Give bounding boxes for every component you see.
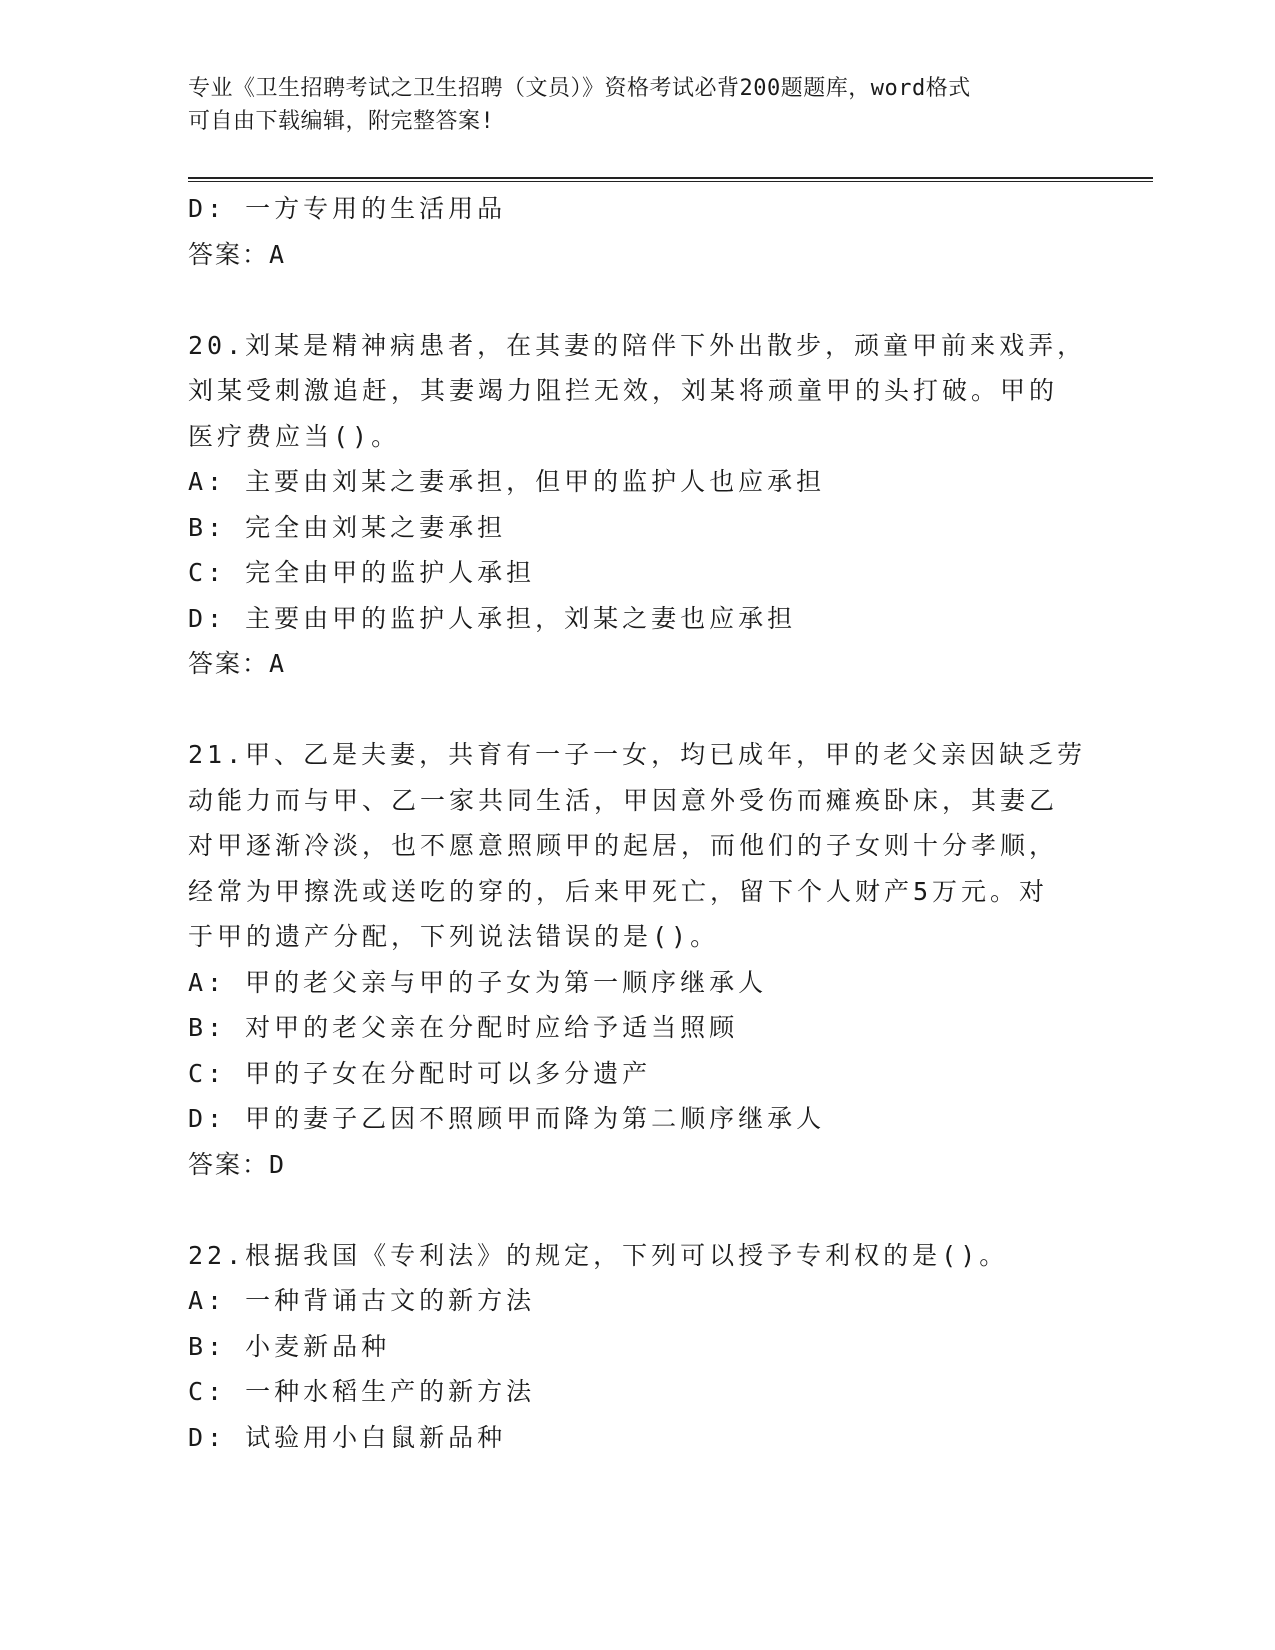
option-b: B: 完全由刘某之妻承担 xyxy=(188,512,507,542)
option-d: D: 甲的妻子乙因不照顾甲而降为第二顺序继承人 xyxy=(188,1104,826,1133)
question-stem-line: 21.甲、乙是夫妻，共育有一子一女，均已成年，甲的老父亲因缺乏劳 xyxy=(188,740,1087,769)
option-d: D: 主要由甲的监护人承担，刘某之妻也应承担 xyxy=(188,603,797,633)
header-divider xyxy=(188,177,1153,182)
answer: 答案：D xyxy=(188,1149,287,1179)
question-22 xyxy=(188,1233,1088,1461)
document-body xyxy=(188,186,1088,1460)
spacer xyxy=(188,1187,1088,1233)
spacer xyxy=(188,687,1088,733)
header-title-line-2: 可自由下载编辑，附完整答案! xyxy=(188,109,495,134)
option-a: A: 甲的老父亲与甲的子女为第一顺序继承人 xyxy=(188,967,768,997)
option-c: C: 一种水稻生产的新方法 xyxy=(188,1377,536,1406)
question-stem-line: 22.根据我国《专利法》的规定，下列可以授予专利权的是()。 xyxy=(188,1240,1009,1270)
question-21 xyxy=(188,732,1088,1187)
option-d: D: 试验用小白鼠新品种 xyxy=(188,1422,507,1452)
previous-question-answer: 答案：A xyxy=(188,239,287,269)
option-b: B: 对甲的老父亲在分配时应给予适当照顾 xyxy=(188,1013,739,1042)
answer: 答案：A xyxy=(188,649,287,678)
question-stem-line: 20.刘某是精神病患者，在其妻的陪伴下外出散步，顽童甲前来戏弄， xyxy=(188,330,1087,360)
previous-question-option-d: D: 一方专用的生活用品 xyxy=(188,194,507,223)
header-title-line-1: 专业《卫生招聘考试之卫生招聘（文员）》资格考试必背200题题库，word格式 xyxy=(188,76,971,101)
option-b: B: 小麦新品种 xyxy=(188,1331,391,1361)
option-a: A: 一种背诵古文的新方法 xyxy=(188,1286,536,1315)
question-stem-line: 动能力而与甲、乙一家共同生活，甲因意外受伤而瘫痪卧床，其妻乙 xyxy=(188,785,1059,815)
option-a: A: 主要由刘某之妻承担，但甲的监护人也应承担 xyxy=(188,467,826,496)
question-stem-line: 对甲逐渐冷淡，也不愿意照顾甲的起居，而他们的子女则十分孝顺， xyxy=(188,831,1059,860)
question-stem-line: 刘某受刺激追赶，其妻竭力阻拦无效，刘某将顽童甲的头打破。甲的 xyxy=(188,376,1059,405)
question-stem-line: 经常为甲擦洗或送吃的穿的，后来甲死亡，留下个人财产5万元。对 xyxy=(188,876,1049,906)
spacer xyxy=(188,277,1088,323)
question-stem-line: 医疗费应当()。 xyxy=(188,421,401,451)
question-20 xyxy=(188,323,1088,687)
document-header xyxy=(188,72,1088,138)
question-stem-line: 于甲的遗产分配，下列说法错误的是()。 xyxy=(188,922,720,951)
option-c: C: 完全由甲的监护人承担 xyxy=(188,558,536,587)
option-c: C: 甲的子女在分配时可以多分遗产 xyxy=(188,1058,652,1088)
